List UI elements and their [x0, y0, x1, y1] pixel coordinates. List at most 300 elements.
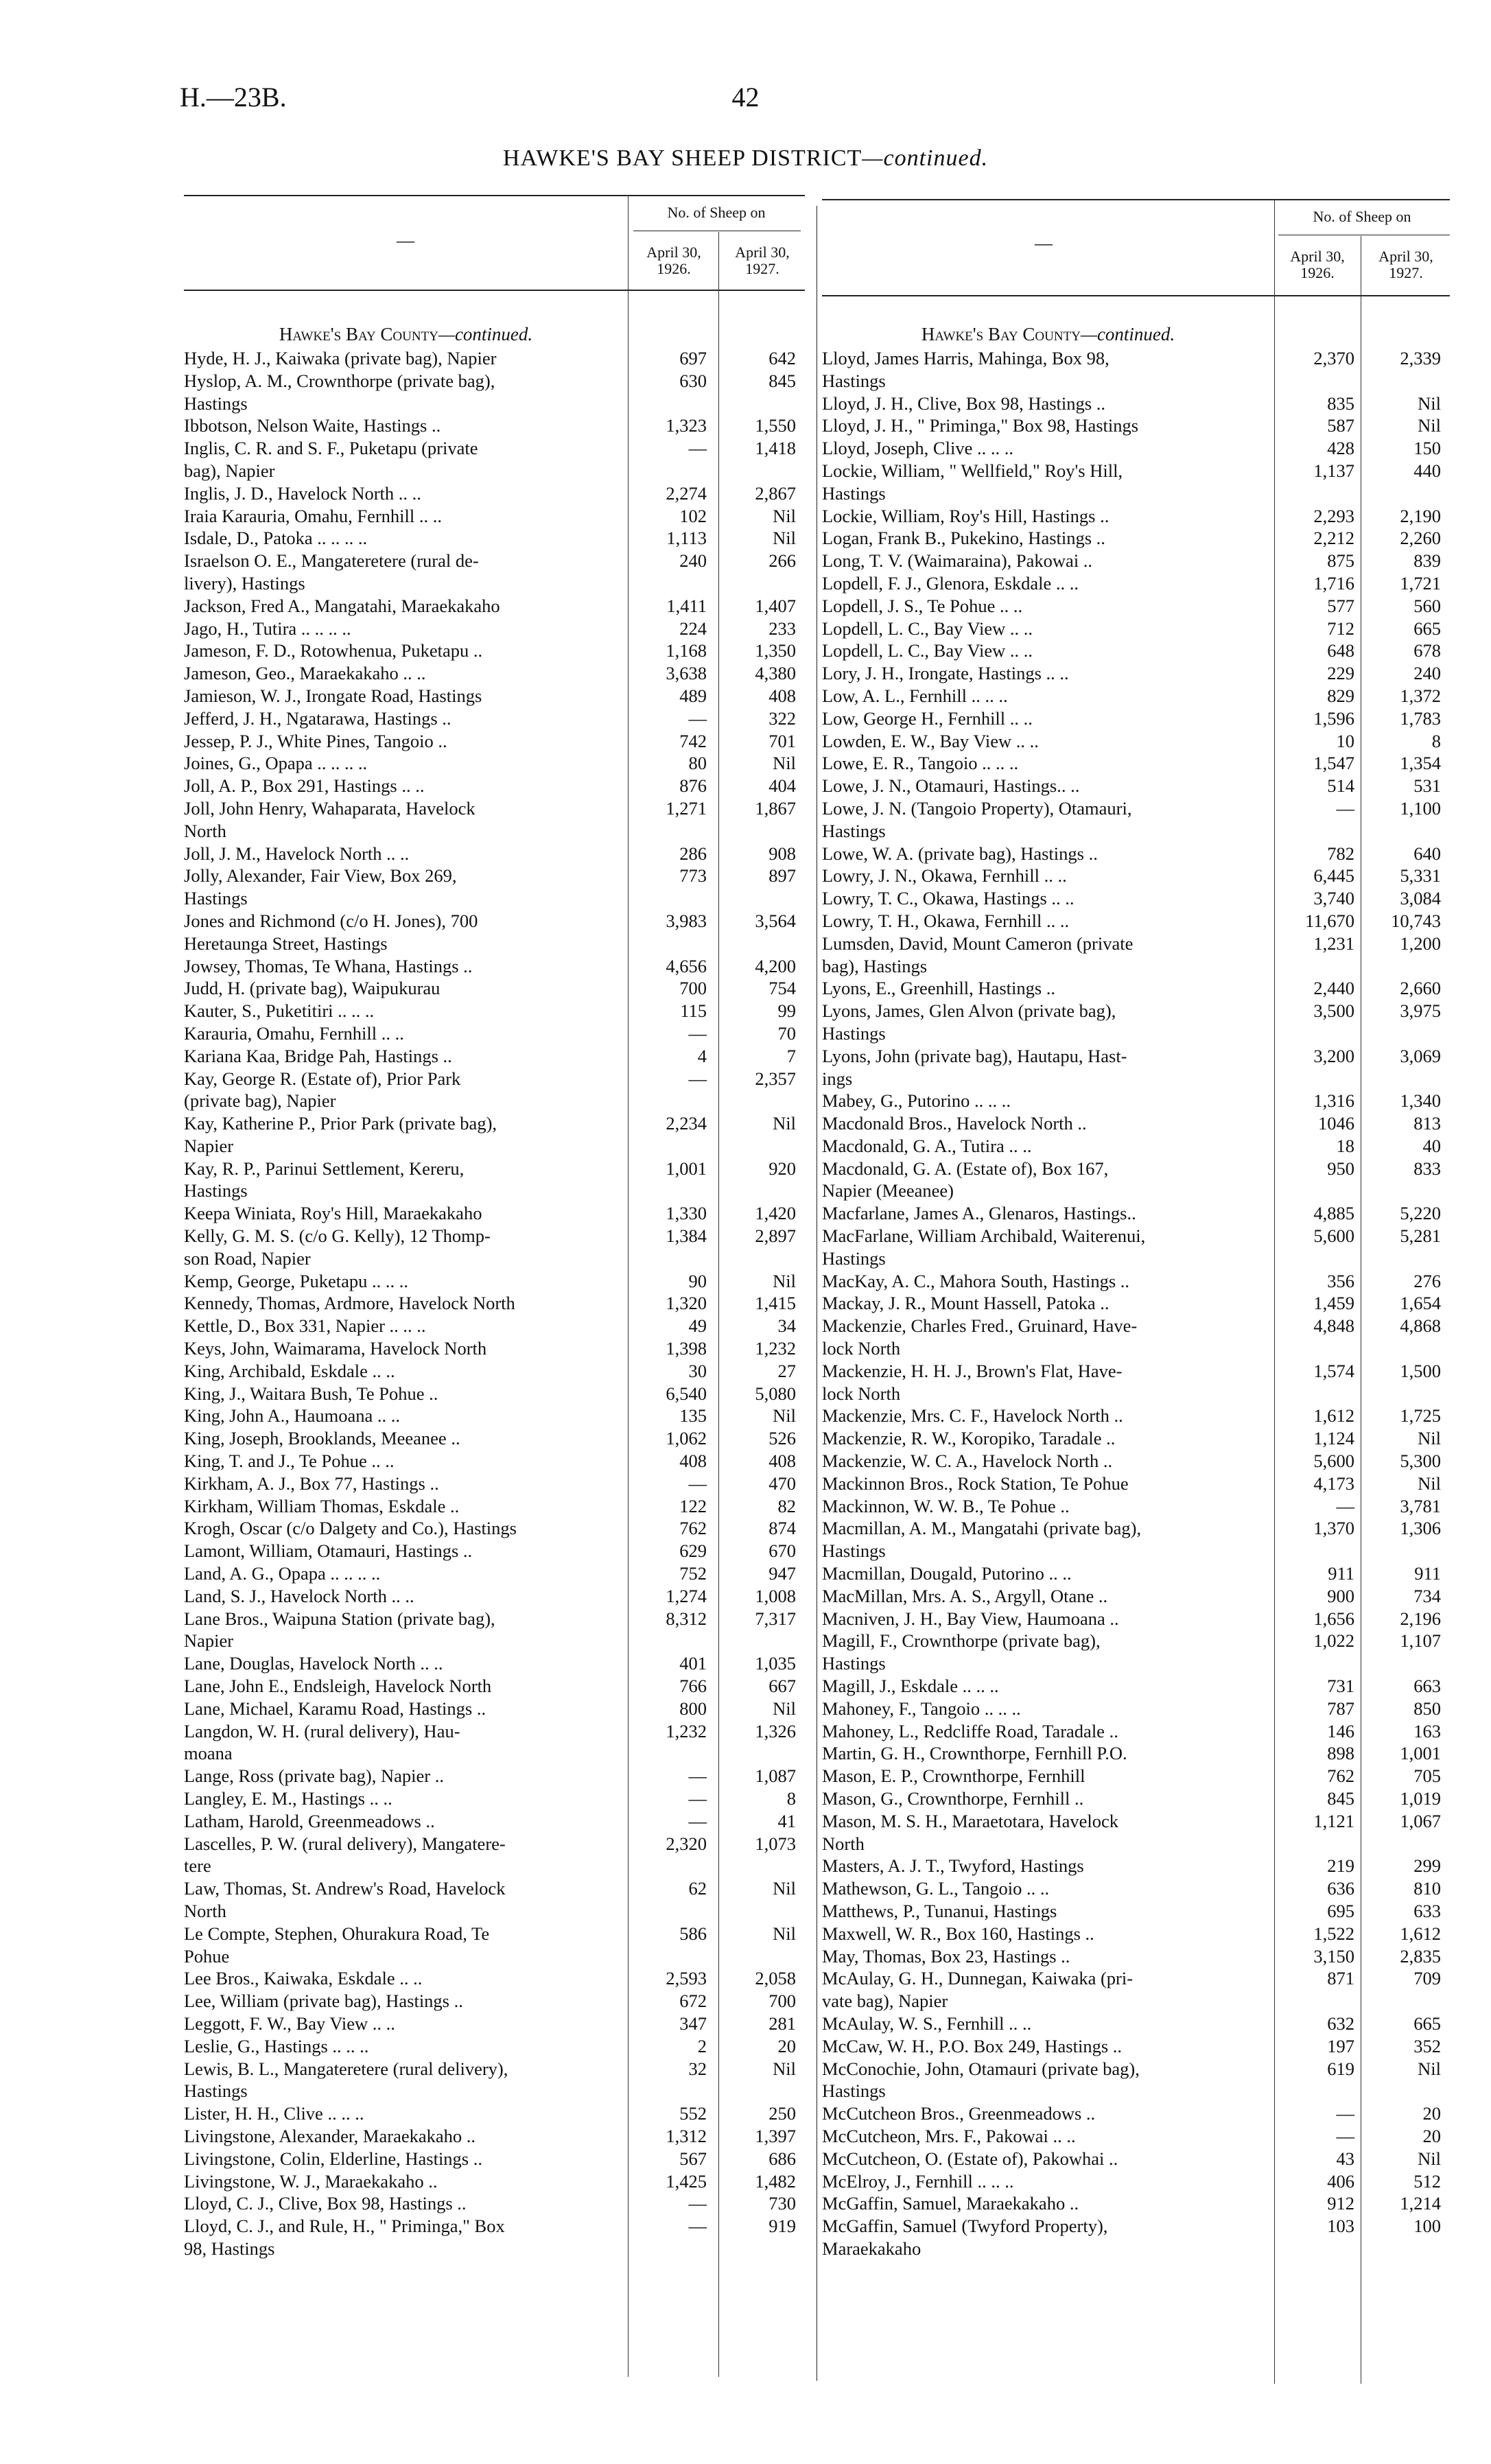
sheep-1926: 3,983	[666, 910, 707, 931]
owner-name-line: Livingstone, Colin, Elderline, Hastings ..	[184, 2148, 482, 2169]
owner-name-line: Lister, H. H., Clive .. .. ..	[184, 2103, 364, 2124]
sheep-1927: Nil	[773, 1878, 796, 1899]
owner-name	[822, 1135, 1290, 1158]
owner-name-line: McElroy, J., Fernhill .. .. ..	[822, 2170, 1014, 2192]
sheep-1926: 122	[679, 1495, 707, 1516]
table-row	[822, 1675, 1450, 1698]
owner-name	[822, 1495, 1290, 1518]
owner-name	[184, 1068, 645, 1113]
owner-name	[822, 640, 1290, 662]
owner-name-line: Hyslop, A. M., Crownthorpe (private bag),	[184, 370, 495, 391]
sheep-1927: 5,331	[1400, 865, 1441, 887]
table-row	[822, 1225, 1450, 1270]
sheep-1926: 742	[679, 730, 707, 751]
owner-name-line: Kay, George R. (Estate of), Prior Park	[184, 1068, 461, 1089]
sheep-1927: 1,354	[1400, 753, 1441, 774]
owner-name-line: Le Compte, Stephen, Ohurakura Road, Te	[184, 1923, 490, 1944]
owner-name-line: Macniven, J. H., Bay View, Haumoana ..	[822, 1608, 1119, 1629]
owner-name	[184, 640, 645, 662]
section-heading	[184, 324, 628, 345]
owner-name-line: McGaffin, Samuel (Twyford Property),	[822, 2216, 1108, 2237]
sheep-1926: 1,656	[1313, 1608, 1354, 1629]
sheep-1927: 947	[768, 1563, 796, 1584]
owner-name-line: North	[822, 1833, 865, 1854]
sheep-1926: 103	[1327, 2216, 1354, 2237]
owner-name-line: son Road, Napier	[184, 1247, 311, 1269]
sheep-1926: —	[1336, 2125, 1354, 2146]
owner-name-line: May, Thomas, Box 23, Hastings ..	[822, 1945, 1070, 1967]
owner-name-line: Krogh, Oscar (c/o Dalgety and Co.), Hastings	[184, 1518, 517, 1539]
group-header: No. of Sheep on	[667, 204, 766, 221]
owner-name	[822, 618, 1290, 640]
sheep-1926: 8,312	[666, 1608, 707, 1629]
sheep-1926: 428	[1327, 438, 1354, 459]
owner-name-line: Ibbotson, Nelson Waite, Hastings ..	[184, 415, 441, 436]
sheep-1926: 1,547	[1313, 753, 1354, 774]
owner-name-line: Land, A. G., Opapa .. .. .. ..	[184, 1563, 381, 1584]
owner-name-line: Mahoney, L., Redcliffe Road, Taradale ..	[822, 1720, 1118, 1741]
table-row	[822, 2215, 1450, 2260]
owner-name-line: McAulay, G. H., Dunnegan, Kaiwaka (pri-	[822, 1968, 1134, 1989]
owner-name	[184, 1427, 645, 1450]
sheep-1927: 2,190	[1400, 505, 1441, 526]
sheep-1926: 1,168	[666, 640, 707, 661]
table-row	[822, 1923, 1450, 1945]
table-row	[184, 685, 805, 707]
table-row	[184, 1000, 805, 1022]
owner-name	[822, 595, 1290, 618]
table-row	[822, 1698, 1450, 1720]
sheep-1927: 1,721	[1400, 572, 1441, 594]
sheep-1926: —	[688, 438, 707, 459]
owner-name-line: Mackenzie, W. C. A., Havelock North ..	[822, 1451, 1113, 1472]
sheep-1927: 1,500	[1400, 1360, 1441, 1381]
owner-name-line: McAulay, W. S., Fernhill .. ..	[822, 2013, 1032, 2034]
table-row	[822, 1585, 1450, 1608]
owner-name	[184, 1292, 645, 1315]
table-row	[822, 1562, 1450, 1585]
page-title	[0, 145, 1491, 172]
sheep-1927: 276	[1413, 1270, 1441, 1291]
table-row	[184, 482, 805, 505]
owner-name-line: MacFarlane, William Archibald, Waiterenui,	[822, 1225, 1146, 1247]
table-row	[822, 550, 1450, 572]
owner-name-line: Lowry, T. C., Okawa, Hastings .. ..	[822, 888, 1075, 909]
sheep-1927: 240	[1413, 663, 1441, 684]
sheep-1927: 700	[768, 1991, 796, 2012]
table-row	[822, 347, 1450, 392]
sheep-1927: 8	[786, 1788, 796, 1809]
owner-name-line: King, Joseph, Brooklands, Meeanee ..	[184, 1428, 460, 1449]
owner-name	[184, 347, 645, 370]
owner-name-line: Lloyd, J. H., " Priminga," Box 98, Hastings	[822, 415, 1139, 436]
table-row	[822, 2148, 1450, 2170]
sheep-1927: 1,019	[1400, 1788, 1441, 1809]
owner-name	[184, 2102, 645, 2125]
table-row	[184, 2013, 805, 2035]
table-row	[184, 1608, 805, 1653]
owner-name	[822, 460, 1290, 505]
owner-name	[822, 347, 1290, 392]
owner-name-line: North	[184, 1900, 226, 1921]
sheep-1926: 712	[1327, 618, 1354, 639]
table-row	[822, 1495, 1450, 1518]
owner-name-line: Lory, J. H., Irongate, Hastings .. ..	[822, 663, 1069, 684]
sheep-1927: 150	[1413, 438, 1441, 459]
table-row	[822, 797, 1450, 843]
owner-name	[184, 1877, 645, 1923]
owner-name	[184, 1315, 645, 1337]
owner-name	[184, 752, 645, 775]
owner-name-line: Jones and Richmond (c/o H. Jones), 700	[184, 910, 478, 931]
sheep-1927: 20	[777, 2035, 796, 2056]
sheep-1927: 1,783	[1400, 707, 1441, 729]
page-number: 42	[731, 82, 760, 113]
sheep-1926: 10	[1336, 730, 1354, 751]
table-row	[184, 1495, 805, 1518]
owner-name	[822, 1405, 1290, 1427]
owner-name-line: Inglis, C. R. and S. F., Puketapu (private	[184, 438, 478, 459]
sheep-1927: 408	[768, 685, 796, 706]
owner-name	[822, 865, 1290, 887]
owner-name-line: Kay, R. P., Parinui Settlement, Kereru,	[184, 1158, 465, 1179]
table-row	[184, 595, 805, 618]
sheep-1926: 6,540	[666, 1383, 707, 1404]
sheep-1927: 642	[768, 348, 796, 368]
sheep-1927: 470	[768, 1472, 796, 1494]
table-row	[822, 1158, 1450, 1203]
table-row	[822, 887, 1450, 910]
owner-name	[184, 414, 645, 437]
left-table	[184, 195, 805, 2377]
sheep-1926: —	[688, 1472, 707, 1494]
owner-name	[822, 932, 1290, 978]
sheep-1927: 678	[1413, 640, 1441, 661]
owner-name-line: Jameson, F. D., Rotowhenua, Puketapu ..	[184, 640, 483, 661]
table-row	[184, 2102, 805, 2125]
sheep-1926: 695	[1327, 1900, 1354, 1921]
owner-name-line: Maxwell, W. R., Box 160, Hastings ..	[822, 1923, 1094, 1944]
sheep-1926: 1,411	[666, 595, 707, 616]
owner-name	[184, 1225, 645, 1270]
table-row	[822, 437, 1450, 460]
table-row	[184, 1202, 805, 1225]
sheep-1927: 810	[1413, 1878, 1441, 1899]
table-row	[184, 707, 805, 730]
owner-name-line: Martin, G. H., Crownthorpe, Fernhill P.O.	[822, 1743, 1127, 1764]
table-row	[184, 1270, 805, 1293]
sheep-1926: 2,234	[666, 1113, 707, 1134]
table-row	[822, 2058, 1450, 2103]
sheep-1926: 1046	[1318, 1113, 1354, 1134]
owner-name-line: Mackenzie, Charles Fred., Gruinard, Have-	[822, 1315, 1138, 1337]
sheep-1926: 2,274	[666, 482, 707, 504]
sheep-1926: 1,716	[1313, 572, 1354, 594]
table-row	[184, 1427, 805, 1450]
table-row	[822, 392, 1450, 415]
sheep-1926: 632	[1327, 2013, 1354, 2034]
owner-name	[184, 1337, 645, 1360]
owner-name-line: vate bag), Napier	[822, 1991, 948, 2012]
sheep-1926: —	[688, 1810, 707, 1831]
owner-name-line: Mackenzie, H. H. J., Brown's Flat, Have-	[822, 1360, 1123, 1381]
sheep-1926: —	[688, 2216, 707, 2237]
owner-name-line: moana	[184, 1743, 233, 1764]
sheep-1926: 875	[1327, 550, 1354, 572]
owner-name-line: Lane, Douglas, Havelock North .. ..	[184, 1653, 443, 1674]
owner-name-line: Hastings	[822, 1022, 886, 1044]
sheep-1927: 1,612	[1400, 1923, 1441, 1944]
owner-name-line: Hyde, H. J., Kaiwaka (private bag), Napier	[184, 348, 497, 368]
table-row	[184, 1472, 805, 1495]
sheep-1927: 4,380	[755, 663, 796, 684]
owner-name	[822, 707, 1290, 730]
sheep-1926: 731	[1327, 1676, 1354, 1697]
owner-name	[822, 392, 1290, 415]
sheep-1927: 1,087	[755, 1765, 796, 1787]
owner-name-line: Napier	[184, 1135, 234, 1156]
sheep-1926: 11,670	[1305, 910, 1354, 931]
table-row	[184, 1225, 805, 1270]
table-row	[184, 1967, 805, 1990]
sheep-1927: 40	[1422, 1135, 1441, 1156]
sheep-1926: 197	[1327, 2035, 1354, 2056]
sheep-1927: 839	[1413, 550, 1441, 572]
owner-name-line: Heretaunga Street, Hastings	[184, 932, 388, 954]
owner-name	[184, 437, 645, 482]
name-column-header: —	[1035, 233, 1053, 253]
table-row	[184, 2215, 805, 2260]
table-row	[184, 437, 805, 482]
sheep-1927: 1,001	[1400, 1743, 1441, 1764]
owner-name	[822, 1675, 1290, 1698]
owner-name-line: Lowden, E. W., Bay View .. ..	[822, 730, 1039, 751]
owner-name	[822, 1562, 1290, 1585]
sheep-1927: 1,200	[1400, 932, 1441, 954]
owner-name-line: Low, George H., Fernhill .. ..	[822, 707, 1033, 729]
owner-name	[184, 662, 645, 685]
sheep-1927: Nil	[1418, 2058, 1441, 2079]
sheep-1927: 20	[1422, 2125, 1441, 2146]
table-row	[184, 1022, 805, 1045]
sheep-1926: 102	[679, 505, 707, 526]
sheep-1927: 7	[786, 1045, 796, 1066]
table-row	[184, 505, 805, 528]
sheep-1926: 1,124	[1313, 1428, 1354, 1449]
table-row	[822, 752, 1450, 775]
owner-name	[822, 1472, 1290, 1495]
sheep-1926: 1,320	[666, 1293, 707, 1314]
table-row	[822, 1202, 1450, 1225]
owner-name-line: Inglis, J. D., Havelock North .. ..	[184, 482, 421, 504]
owner-name	[822, 2192, 1290, 2215]
table-row	[184, 977, 805, 1000]
owner-name-line: Joll, A. P., Box 291, Hastings .. ..	[184, 775, 425, 797]
owner-name-line: Kauter, S., Puketitiri .. .. ..	[184, 1000, 375, 1022]
sheep-1927: 2,260	[1400, 528, 1441, 549]
owner-name	[822, 910, 1290, 932]
owner-name-line: Lane, Michael, Karamu Road, Hastings ..	[184, 1698, 486, 1719]
owner-name-line: Lyons, John (private bag), Hautapu, Hast-	[822, 1045, 1127, 1066]
owner-name	[184, 1967, 645, 1990]
sheep-1927: Nil	[1418, 415, 1441, 436]
sheep-1926: 1,022	[1313, 1630, 1354, 1652]
table-row	[822, 1630, 1450, 1675]
owner-name	[822, 977, 1290, 1000]
sheep-1926: 5,600	[1313, 1451, 1354, 1472]
owner-name-line: Keepa Winiata, Roy's Hill, Maraekakaho	[184, 1203, 482, 1224]
col-1926-header: April 30, 1926.	[1290, 248, 1345, 281]
owner-name-line: Kemp, George, Puketapu .. .. ..	[184, 1270, 409, 1291]
sheep-1927: 1,420	[755, 1203, 796, 1224]
owner-name	[822, 1517, 1290, 1562]
owner-name-line: Lowe, W. A. (private bag), Hastings ..	[822, 843, 1098, 864]
owner-name-line: Lyons, James, Glen Alvon (private bag),	[822, 1000, 1116, 1022]
sheep-1927: 8	[1431, 730, 1441, 751]
owner-name-line: Low, A. L., Fernhill .. .. ..	[822, 685, 1008, 706]
sheep-1926: 1,232	[666, 1720, 707, 1741]
sheep-1926: 2,370	[1313, 348, 1354, 368]
table-row	[822, 618, 1450, 640]
owner-name	[822, 1360, 1290, 1405]
owner-name	[822, 1585, 1290, 1608]
sheep-1927: 2,357	[755, 1068, 796, 1089]
owner-name-line: Lopdell, J. S., Te Pohue .. ..	[822, 595, 1023, 616]
table-row	[822, 932, 1450, 978]
sheep-1926: 135	[679, 1405, 707, 1427]
owner-name	[184, 775, 645, 797]
owner-name-line: King, Archibald, Eskdale .. ..	[184, 1360, 395, 1381]
table-row	[184, 1045, 805, 1068]
owner-name-line: Leslie, G., Hastings .. .. ..	[184, 2035, 369, 2056]
section-heading	[822, 324, 1274, 345]
sheep-1926: 648	[1327, 640, 1354, 661]
owner-name-line: Lockie, William, Roy's Hill, Hastings ..	[822, 505, 1110, 526]
table-row	[822, 1608, 1450, 1630]
owner-name-line: Lascelles, P. W. (rural delivery), Mangatere-	[184, 1833, 506, 1854]
sheep-1926: 3,500	[1313, 1000, 1354, 1022]
sheep-1927: 1,350	[755, 640, 796, 661]
owner-name-line: Mahoney, F., Tangoio .. .. ..	[822, 1698, 1021, 1719]
sheep-1927: 1,482	[755, 2170, 796, 2192]
table-row	[184, 527, 805, 550]
table-row	[184, 910, 805, 955]
sheep-1926: 1,574	[1313, 1360, 1354, 1381]
sheep-1927: 82	[777, 1495, 796, 1516]
owner-name-line: North	[184, 820, 226, 841]
table-row	[184, 955, 805, 978]
sheep-1927: 1,725	[1400, 1405, 1441, 1427]
owner-name-line: Macmillan, A. M., Mangatahi (private bag),	[822, 1518, 1142, 1539]
owner-name-line: McCutcheon, Mrs. F., Pakowai .. ..	[822, 2125, 1076, 2146]
sheep-1927: 1,067	[1400, 1810, 1441, 1831]
sheep-1927: 531	[1413, 775, 1441, 797]
table-row	[184, 2192, 805, 2215]
owner-name-line: Jowsey, Thomas, Te Whana, Hastings ..	[184, 955, 473, 976]
owner-name-line: Hastings	[822, 482, 886, 504]
owner-name-line: Macmillan, Dougald, Putorino .. ..	[822, 1563, 1072, 1584]
owner-name-line: Hastings	[822, 2080, 886, 2102]
table-row	[184, 1540, 805, 1562]
owner-name-line: Mackinnon, W. W. B., Te Pohue ..	[822, 1495, 1070, 1516]
sheep-1927: 1,340	[1400, 1090, 1441, 1112]
owner-name	[184, 1810, 645, 1833]
owner-name	[822, 1090, 1290, 1112]
sheep-1927: 526	[768, 1428, 796, 1449]
sheep-1926: —	[1336, 2103, 1354, 2124]
table-row	[822, 1765, 1450, 1787]
table-row	[822, 1450, 1450, 1472]
sheep-1927: 897	[768, 865, 796, 887]
table-row	[822, 1135, 1450, 1158]
sheep-1927: 2,867	[755, 482, 796, 504]
table-row	[184, 865, 805, 910]
sheep-1926: 898	[1327, 1743, 1354, 1764]
sheep-1927: 4,868	[1400, 1315, 1441, 1337]
owner-name-line: Logan, Frank B., Pukekino, Hastings ..	[822, 528, 1105, 549]
owner-name-line: Hastings	[184, 888, 248, 909]
sheep-1926: 1,384	[666, 1225, 707, 1247]
sheep-1927: 1,415	[755, 1293, 796, 1314]
sheep-1927: 920	[768, 1158, 796, 1179]
sheep-1927: 4,200	[755, 955, 796, 976]
table-row	[822, 1810, 1450, 1855]
sheep-1926: 672	[679, 1991, 707, 2012]
sheep-1926: 1,231	[1313, 932, 1354, 954]
owner-name-line: Lopdell, F. J., Glenora, Eskdale .. ..	[822, 572, 1079, 594]
sheep-1926: 800	[679, 1698, 707, 1719]
owner-name	[822, 2215, 1290, 2260]
sheep-1927: Nil	[773, 1923, 796, 1944]
sheep-1927: 2,339	[1400, 348, 1441, 368]
owner-name-line: Lloyd, J. H., Clive, Box 98, Hastings ..	[822, 392, 1105, 414]
owner-name	[184, 618, 645, 640]
sheep-1927: 1,306	[1400, 1518, 1441, 1539]
sheep-1926: 1,113	[666, 528, 707, 549]
table-row	[822, 1945, 1450, 1968]
table-row	[822, 2102, 1450, 2125]
table-row	[822, 414, 1450, 437]
header-rule	[822, 295, 1450, 296]
sheep-1926: 2,593	[666, 1968, 707, 1989]
sheep-1926: 912	[1327, 2193, 1354, 2214]
owner-name-line: Judd, H. (private bag), Waipukurau	[184, 978, 441, 999]
owner-name-line: Langley, E. M., Hastings .. ..	[184, 1788, 392, 1809]
owner-name-line: Lopdell, L. C., Bay View .. ..	[822, 618, 1033, 639]
table-row	[822, 2192, 1450, 2215]
sheep-1927: 7,317	[755, 1608, 796, 1629]
sheep-1926: 489	[679, 685, 707, 706]
sheep-1927: 2,058	[755, 1968, 796, 1989]
sheep-1926: —	[688, 1765, 707, 1787]
sheep-1927: 670	[768, 1540, 796, 1562]
top-rule	[822, 199, 1450, 200]
sheep-1926: 629	[679, 1540, 707, 1562]
sheep-1927: Nil	[773, 1698, 796, 1719]
owner-name	[822, 572, 1290, 595]
sheep-1926: 4	[697, 1045, 707, 1066]
owner-name-line: Lowe, E. R., Tangoio .. .. ..	[822, 753, 1019, 774]
table-row	[822, 1315, 1450, 1360]
sheep-1927: 701	[768, 730, 796, 751]
section-suffix: —continued.	[438, 324, 533, 344]
sheep-1926: 3,150	[1313, 1945, 1354, 1967]
owner-name-line: Lane, John E., Endsleigh, Havelock North	[184, 1676, 492, 1697]
sheep-1927: 1,214	[1400, 2193, 1441, 2214]
sheep-1926: 900	[1327, 1585, 1354, 1606]
table-row	[822, 1517, 1450, 1562]
owner-name	[184, 1720, 645, 1765]
